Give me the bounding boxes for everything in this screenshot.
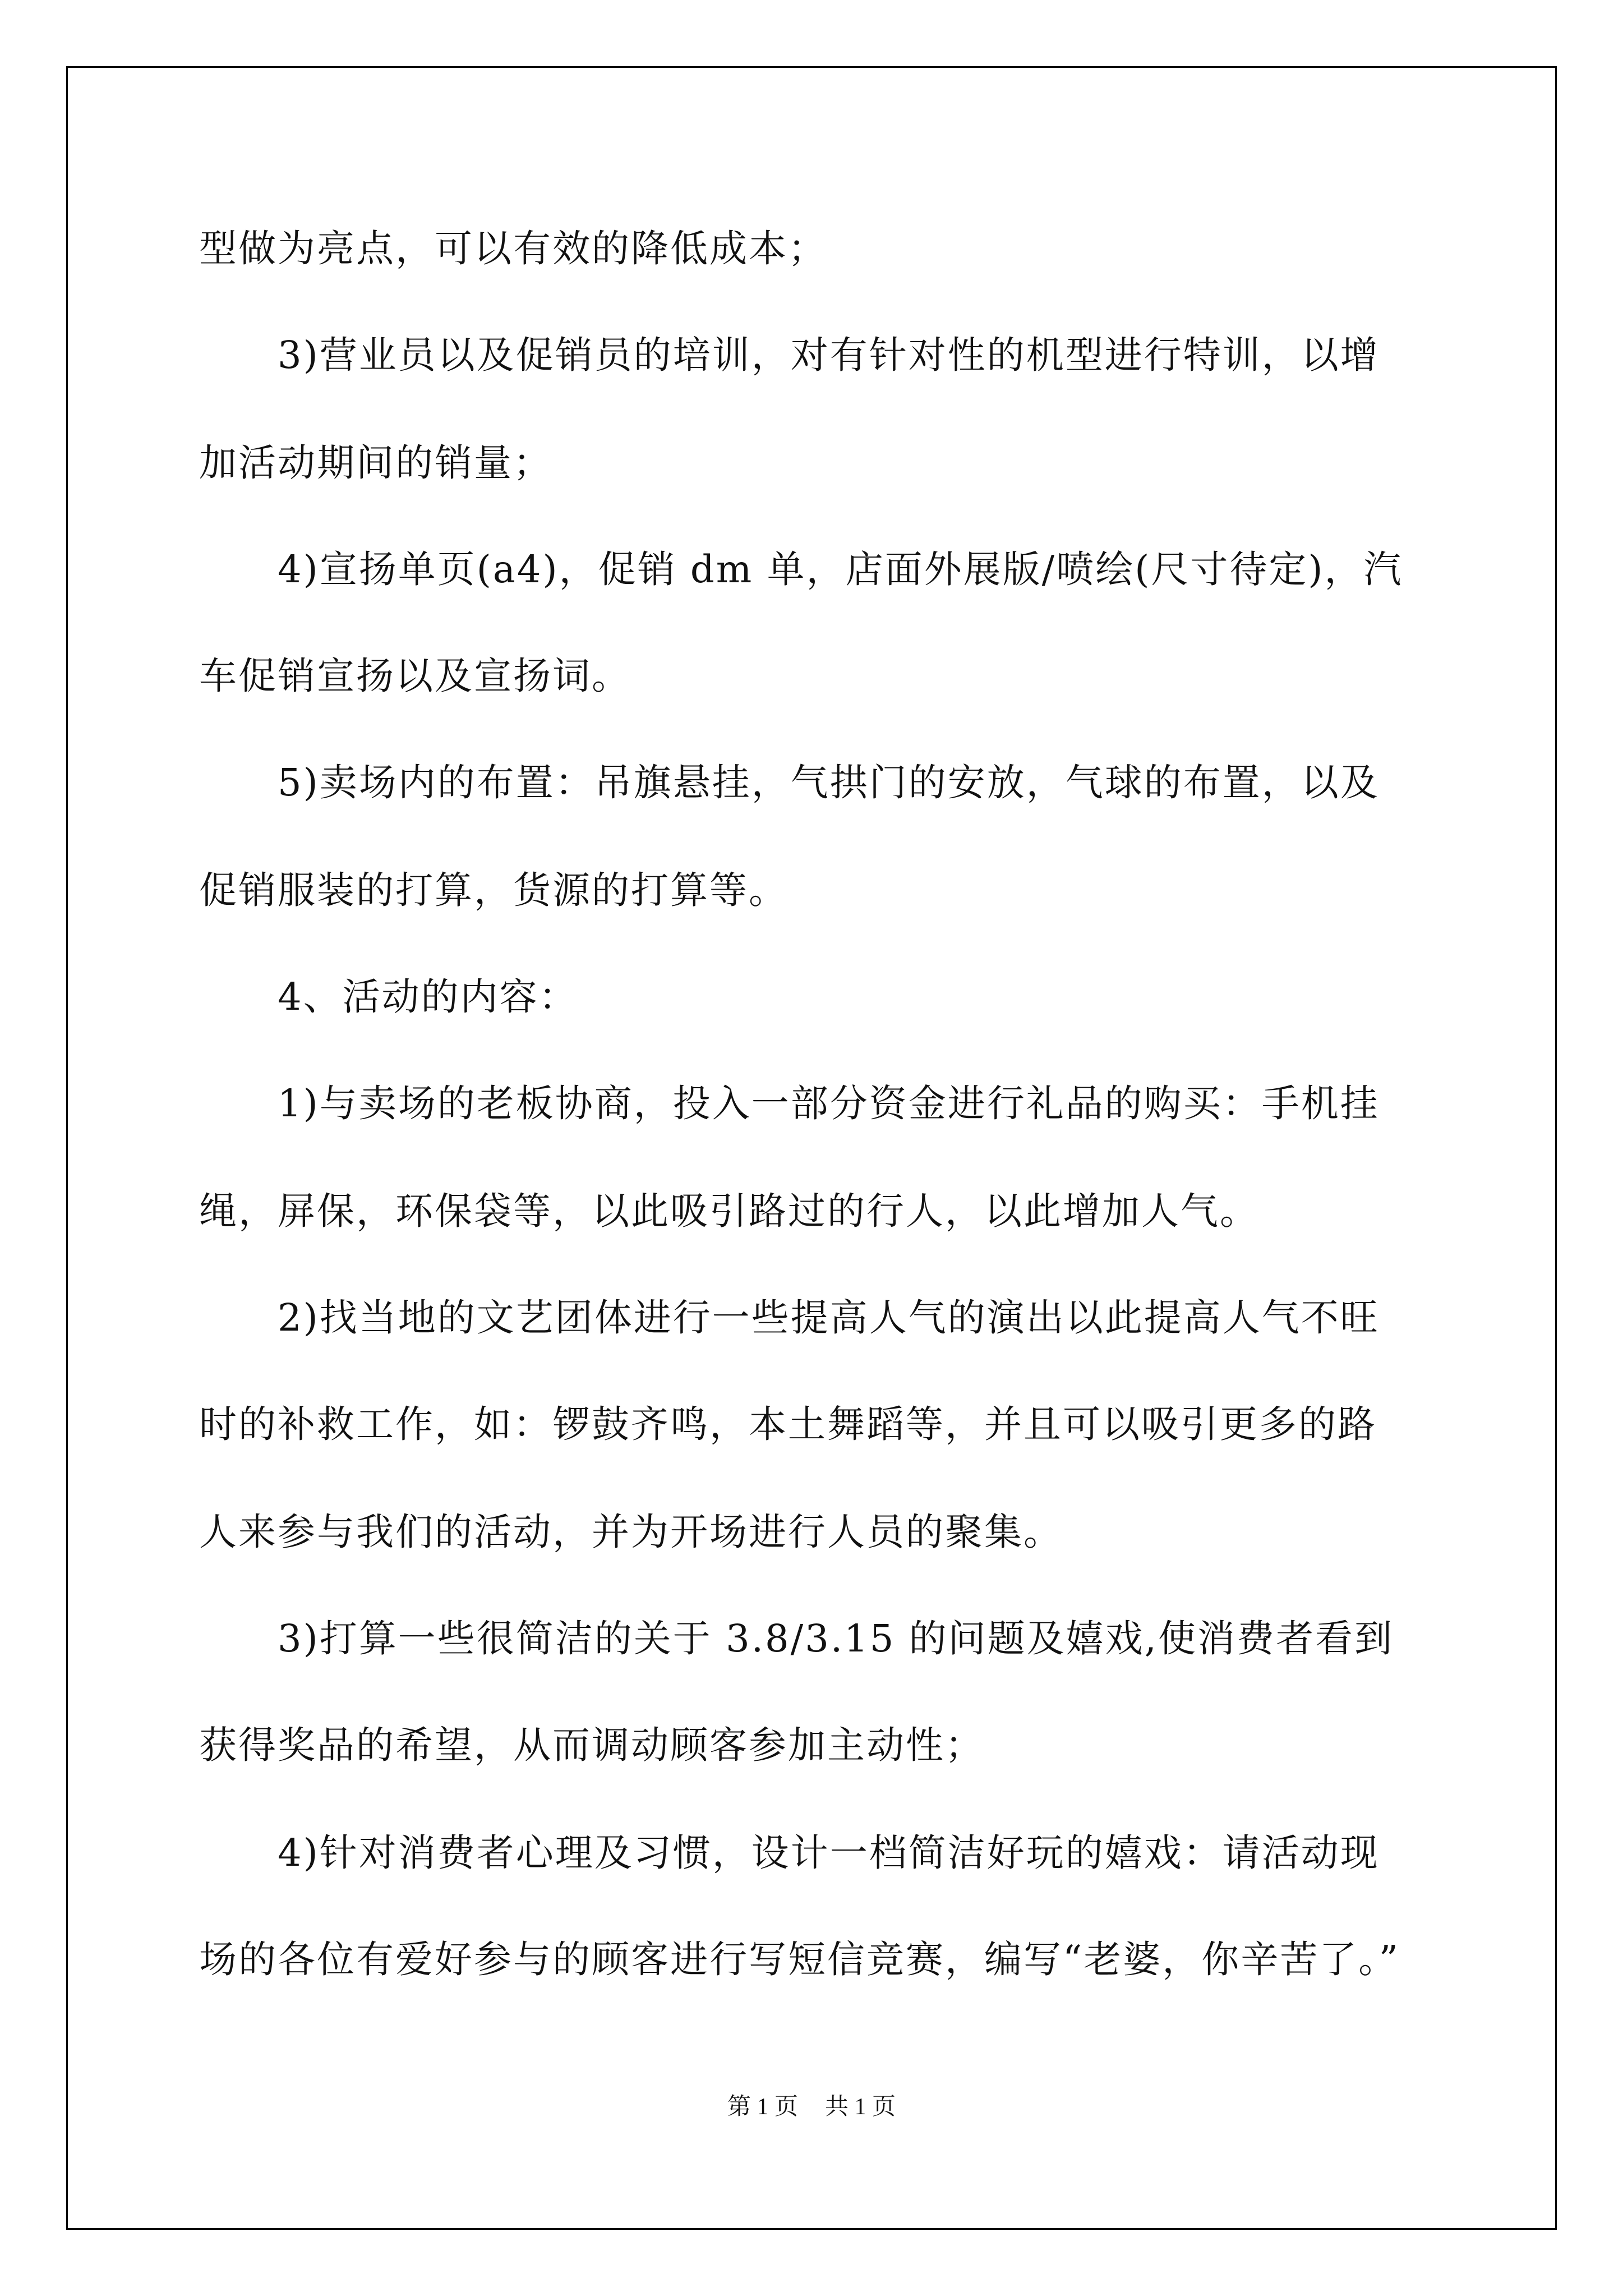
text-line: 型做为亮点，可以有效的降低成本； bbox=[199, 227, 827, 270]
page-border bbox=[66, 66, 1557, 2230]
text-line: 3)营业员以及促销员的培训，对有针对性的机型进行特训，以增 bbox=[278, 333, 1380, 377]
text-line: 时的补救工作，如：锣鼓齐鸣，本土舞蹈等，并且可以吸引更多的路 bbox=[199, 1402, 1377, 1446]
text-line: 4)针对消费者心理及习惯，设计一档简洁好玩的嬉戏：请活动现 bbox=[278, 1831, 1380, 1875]
total-pages: 共 1 页 bbox=[825, 2094, 896, 2120]
text-line: 绳，屏保，环保袋等，以此吸引路过的行人，以此增加人气。 bbox=[199, 1189, 1259, 1233]
text-line: 2)找当地的文艺团体进行一些提高人气的演出以此提高人气不旺 bbox=[278, 1296, 1380, 1340]
page-number: 第 1 页 bbox=[727, 2094, 798, 2120]
text-line: 加活动期间的销量； bbox=[199, 441, 552, 485]
text-line: 车促销宣扬以及宣扬词。 bbox=[199, 654, 631, 698]
text-line: 4)宣扬单页(a4)，促销 dm 单，店面外展版/喷绘(尺寸待定)，汽 bbox=[278, 547, 1403, 591]
text-line: 人来参与我们的活动，并为开场进行人员的聚集。 bbox=[199, 1510, 1063, 1554]
section-heading: 4、活动的内容： bbox=[278, 975, 578, 1019]
text-line: 场的各位有爱好参与的顾客进行写短信竞赛，编写“老婆，你辛苦了。” bbox=[199, 1938, 1400, 1981]
text-line: 3)打算一些很简洁的关于 3.8/3.15 的问题及嬉戏,使消费者看到 bbox=[278, 1617, 1394, 1660]
page-footer bbox=[0, 2095, 1623, 2119]
text-line: 促销服装的打算，货源的打算等。 bbox=[199, 868, 788, 912]
text-line: 5)卖场内的布置：吊旗悬挂，气拱门的安放，气球的布置，以及 bbox=[278, 761, 1380, 804]
text-line: 获得奖品的希望，从而调动顾客参加主动性； bbox=[199, 1723, 984, 1767]
text-line: 1)与卖场的老板协商，投入一部分资金进行礼品的购买：手机挂 bbox=[278, 1082, 1380, 1125]
